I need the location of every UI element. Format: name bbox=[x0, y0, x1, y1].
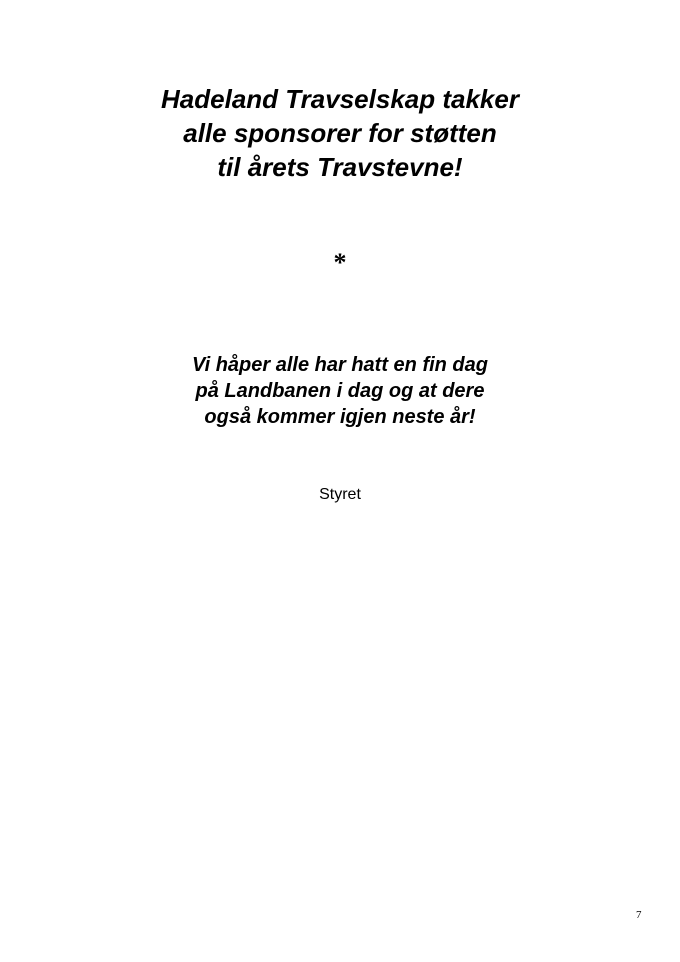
heading-line: alle sponsorer for støtten bbox=[183, 118, 497, 148]
closing-message bbox=[0, 352, 680, 430]
page-number: 7 bbox=[636, 909, 642, 921]
signature: Styret bbox=[319, 486, 361, 503]
message-line: på Landbanen i dag og at dere bbox=[195, 380, 485, 402]
message-line: Vi håper alle har hatt en fin dag bbox=[192, 354, 488, 376]
thank-you-heading bbox=[0, 82, 680, 184]
heading-line: til årets Travstevne! bbox=[217, 152, 463, 182]
heading-line: Hadeland Travselskap takker bbox=[161, 84, 519, 114]
asterisk-separator: * bbox=[333, 248, 347, 277]
message-line: også kommer igjen neste år! bbox=[204, 406, 476, 428]
